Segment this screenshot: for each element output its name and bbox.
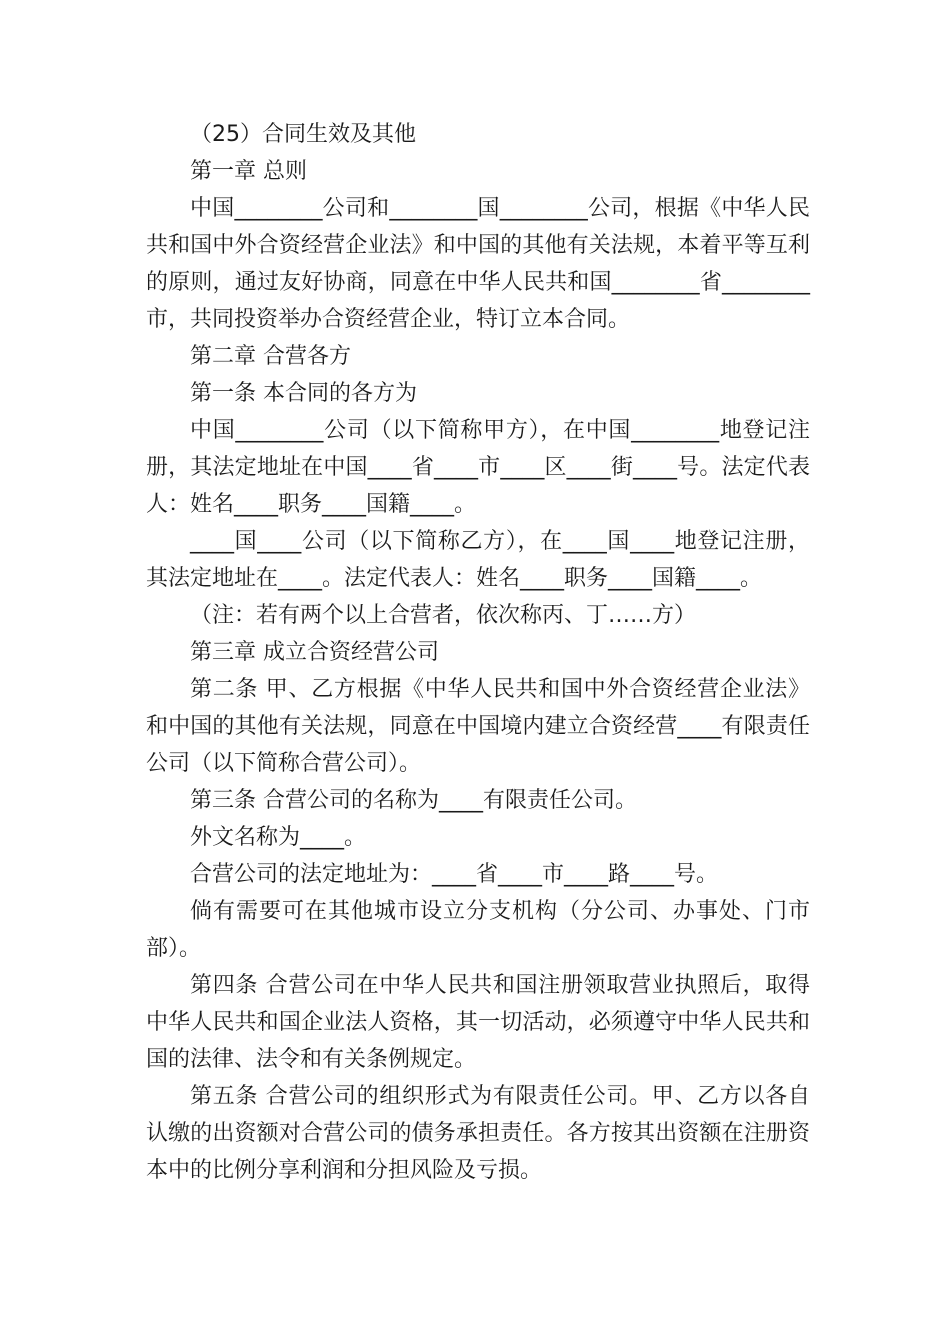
document-body <box>146 116 810 1189</box>
article-1-title: 第一条 本合同的各方为 <box>190 381 417 406</box>
chapter-2-title: 第二章 合营各方 <box>190 344 351 369</box>
note-text: （注：若有两个以上合营者，依次称丙、丁……方） <box>190 603 697 628</box>
branch-text: 倘有需要可在其他城市设立分支机构（分公司、办事处、门市部）。 <box>146 899 810 961</box>
article-5-text: 第五条 合营公司的组织形式为有限责任公司。甲、乙方以各自认缴的出资额对合营公司的债务承担责任。各方按其出资额在注册资本中的比例分享利润和分担风险及亏损。 <box>146 1084 810 1183</box>
chapter-3-title: 第三章 成立合资经营公司 <box>190 640 439 665</box>
article-3-text: 第三条 合营公司的名称为____有限责任公司。 <box>190 788 637 813</box>
section-heading-25: （25）合同生效及其他 <box>190 122 416 147</box>
article-2-text: 第二条 甲、乙方根据《中华人民共和国中外合资经营企业法》和中国的其他有关法规，同意在中国境内建立合资经营____有限责任公司（以下简称合营公司）。 <box>146 677 810 776</box>
party-a-text: 中国________公司（以下简称甲方），在中国________地登记注册，其法定地址在中国____省____市____区____街____号。法定代表人：姓名____职务____国籍____。 <box>146 418 810 517</box>
party-b-text: ____国____公司（以下简称乙方），在____国____地登记注册，其法定地址在____。法定代表人：姓名____职务____国籍____。 <box>146 529 810 591</box>
chapter-1-title: 第一章 总则 <box>190 159 307 184</box>
legal-address-text: 合营公司的法定地址为：____省____市____路____号。 <box>190 862 719 887</box>
foreign-name-text: 外文名称为____。 <box>190 825 367 850</box>
chapter-1-text: 中国________公司和________国________公司，根据《中华人民共和国中外合资经营企业法》和中国的其他有关法规，本着平等互利的原则，通过友好协商，同意在中华人民共和国________省________市，共同投资举办合资经营企业，特订立本合同。 <box>146 196 810 332</box>
article-4-text: 第四条 合营公司在中华人民共和国注册领取营业执照后，取得中华人民共和国企业法人资格，其一切活动，必须遵守中华人民共和国的法律、法令和有关条例规定。 <box>146 973 810 1072</box>
